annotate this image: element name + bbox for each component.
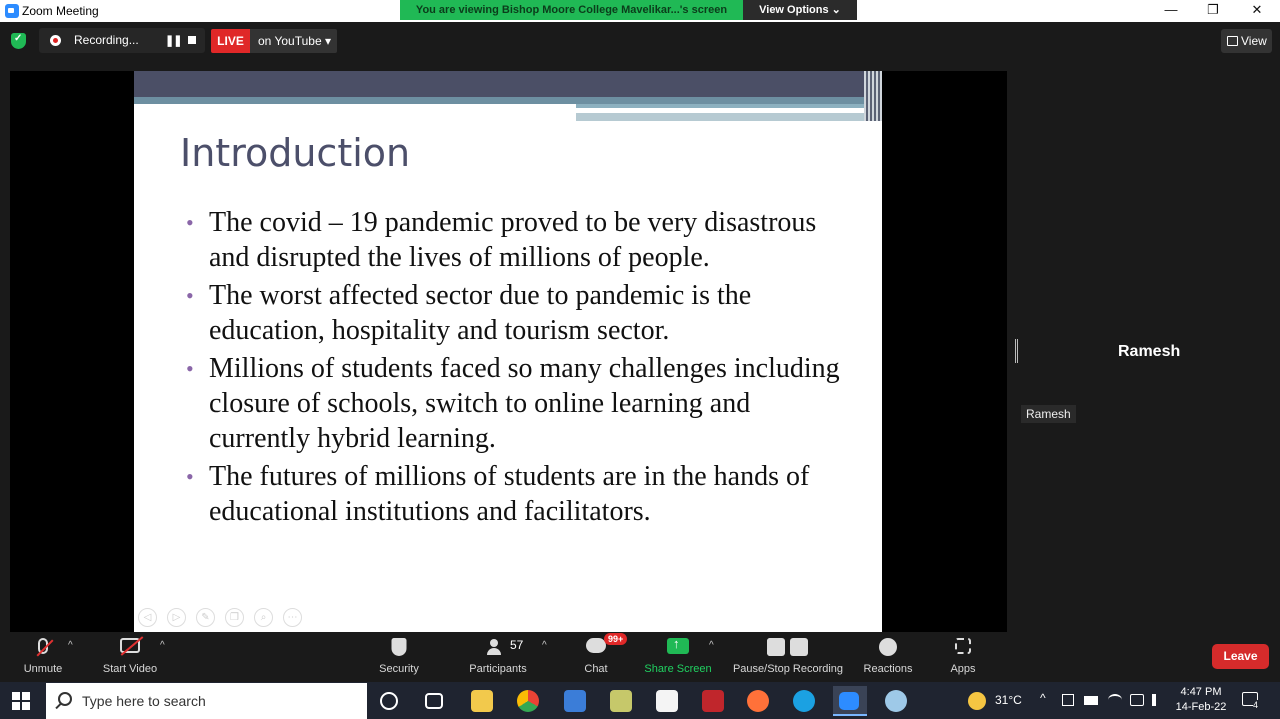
zoom-app-icon: [5, 4, 19, 18]
pen-icon[interactable]: ✎: [196, 608, 215, 627]
share-options-caret[interactable]: ^: [709, 640, 714, 651]
live-badge: LIVE: [211, 29, 250, 53]
restore-button[interactable]: ❐: [1207, 2, 1219, 17]
leave-button[interactable]: Leave: [1212, 644, 1269, 669]
slide-header-band: [134, 71, 882, 97]
slide-header-band: [576, 104, 882, 108]
security-shield-icon: [392, 638, 407, 656]
sticky-notes-icon[interactable]: [610, 690, 632, 712]
unmute-label: Unmute: [23, 663, 63, 675]
volume-icon[interactable]: [1152, 694, 1164, 706]
edge-icon[interactable]: [793, 690, 815, 712]
view-options-button[interactable]: View Options ⌄: [743, 0, 857, 20]
paint-icon[interactable]: [885, 690, 907, 712]
window-title: Zoom Meeting: [22, 4, 99, 18]
chrome-icon[interactable]: [517, 690, 539, 712]
share-screen-label: Share Screen: [644, 663, 712, 675]
search-placeholder: Type here to search: [82, 693, 206, 709]
slide-header-band: [134, 97, 882, 104]
bullet-item: • Millions of students faced so many challenges including closure of schools, switch to online learning and currently hybrid learning.: [186, 351, 846, 456]
taskbar-clock[interactable]: [1172, 685, 1230, 715]
encryption-shield-icon[interactable]: [11, 33, 26, 49]
slide-bullet-list: [186, 205, 846, 532]
participant-name-tag: Ramesh: [1021, 405, 1076, 423]
chat-label: Chat: [584, 663, 608, 675]
bullet-item: • The covid – 19 pandemic proved to be very disastrous and disrupted the lives of millions of people.: [186, 205, 846, 275]
apps-label: Apps: [950, 663, 976, 675]
slide-header-band: [134, 104, 576, 107]
reactions-label: Reactions: [863, 663, 913, 675]
participant-name-large: Ramesh: [1118, 343, 1181, 360]
participants-label: Participants: [469, 663, 527, 675]
slide-title: Introduction: [180, 131, 411, 175]
cortana-icon[interactable]: [380, 692, 398, 710]
apps-button[interactable]: [942, 632, 984, 682]
shared-screen-area: [10, 71, 1007, 632]
file-explorer-icon[interactable]: [471, 690, 493, 712]
unmute-button[interactable]: [15, 632, 71, 682]
wifi-icon[interactable]: [1108, 694, 1122, 706]
pause-stop-recording-button[interactable]: [730, 632, 846, 682]
audio-options-caret[interactable]: ^: [68, 640, 73, 651]
firefox-icon[interactable]: [747, 690, 769, 712]
slide-navigation: [138, 607, 312, 627]
view-button[interactable]: [1221, 29, 1272, 53]
participants-button[interactable]: [466, 632, 530, 682]
clock-date: 14-Feb-22: [1175, 701, 1227, 713]
pause-recording-button[interactable]: ❚❚: [165, 35, 182, 47]
previous-slide-icon[interactable]: ◁: [138, 608, 157, 627]
search-icon: [58, 692, 72, 706]
meet-now-icon[interactable]: [1062, 694, 1074, 706]
reactions-button[interactable]: [860, 632, 916, 682]
windows-start-icon[interactable]: [12, 692, 30, 710]
bullet-item: • The futures of millions of students are in the hands of educational institutions and facilitators.: [186, 459, 846, 529]
muted-microphone-icon: [38, 638, 48, 654]
recording-dot-icon: [50, 35, 61, 46]
video-off-icon: [120, 638, 140, 653]
language-icon[interactable]: [1130, 694, 1144, 706]
window-title-bar: [0, 0, 1280, 22]
battery-icon[interactable]: [1084, 696, 1098, 705]
chat-bubble-icon: [586, 638, 606, 653]
reactions-smiley-icon: [879, 638, 897, 656]
participants-count: 57: [510, 638, 524, 652]
meeting-top-bar: [0, 22, 1280, 72]
slide-header-band: [576, 113, 882, 121]
share-screen-icon: [667, 638, 689, 654]
grid-view-icon: [1227, 36, 1238, 46]
more-icon[interactable]: ⋯: [283, 608, 302, 627]
live-stream-target-dropdown[interactable]: on YouTube ▾: [250, 29, 337, 53]
start-video-button[interactable]: [97, 632, 163, 682]
panel-resize-handle[interactable]: [1015, 339, 1018, 363]
zoom-icon: [839, 692, 859, 710]
clock-time: 4:47 PM: [1180, 686, 1222, 698]
zoom-icon[interactable]: ⌕: [254, 608, 273, 627]
stop-recording-button[interactable]: [188, 36, 196, 44]
start-video-label: Start Video: [102, 663, 158, 675]
apps-icon: [955, 638, 971, 654]
pause-stop-recording-label: Pause/Stop Recording: [732, 663, 844, 675]
show-hidden-icons-caret[interactable]: ^: [1040, 691, 1046, 705]
task-view-icon[interactable]: [425, 693, 443, 709]
security-label: Security: [379, 663, 419, 675]
participants-icon: [487, 638, 509, 656]
taskbar-search-input[interactable]: [46, 683, 367, 719]
slides-icon[interactable]: ❐: [225, 608, 244, 627]
reader-icon[interactable]: [656, 690, 678, 712]
recording-indicator: [39, 28, 205, 53]
chat-button[interactable]: [571, 632, 624, 682]
presentation-slide: [134, 71, 882, 632]
chat-unread-badge: 99+: [604, 633, 627, 645]
slide-edge-decoration: [864, 71, 882, 121]
weather-icon[interactable]: [968, 692, 986, 710]
recording-text: Recording...: [74, 33, 139, 47]
view-button-label: View: [1241, 34, 1267, 48]
security-button[interactable]: [372, 632, 426, 682]
windows-taskbar: [0, 682, 1280, 719]
viewing-banner: You are viewing Bishop Moore College Mavelikar...'s screen: [400, 0, 743, 20]
pause-stop-icon: [767, 638, 809, 656]
notification-count: 4: [1253, 700, 1259, 710]
close-button[interactable]: ✕: [1251, 2, 1263, 17]
share-screen-button[interactable]: [643, 632, 713, 682]
minimize-button[interactable]: —: [1164, 2, 1178, 17]
calculator-icon[interactable]: [564, 690, 586, 712]
app-icon[interactable]: [702, 690, 724, 712]
meeting-controls: [0, 632, 1280, 682]
weather-temperature[interactable]: 31°C: [995, 693, 1022, 707]
participants-options-caret[interactable]: ^: [542, 640, 547, 651]
video-options-caret[interactable]: ^: [160, 640, 165, 651]
next-slide-icon[interactable]: ▷: [167, 608, 186, 627]
bullet-item: • The worst affected sector due to pandemic is the education, hospitality and tourism sector.: [186, 278, 846, 348]
